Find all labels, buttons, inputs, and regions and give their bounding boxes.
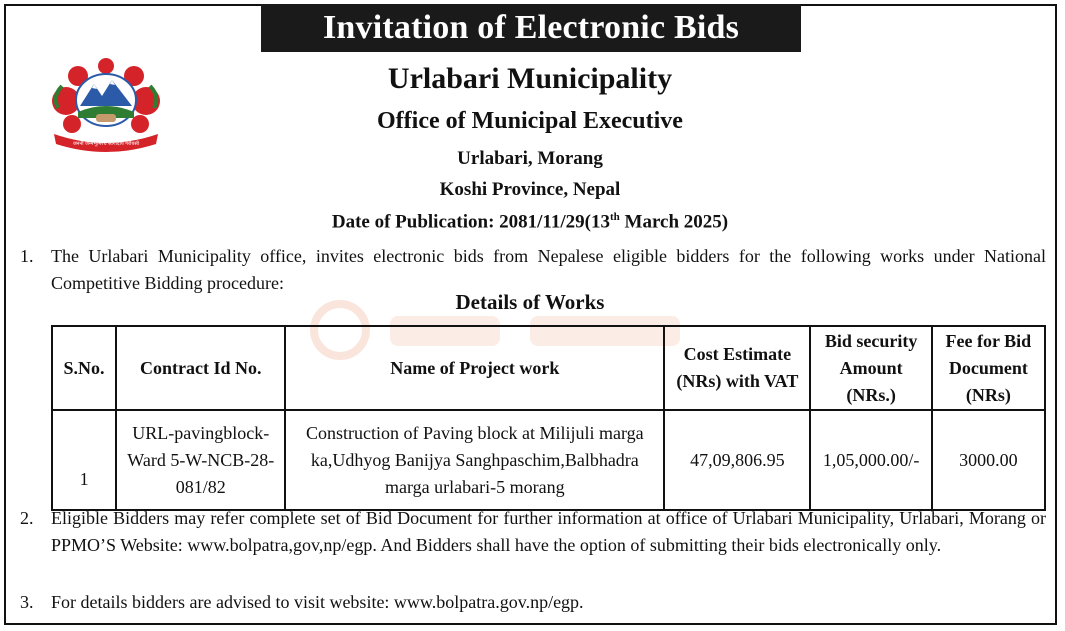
office-location: Urlabari, Morang (457, 148, 603, 169)
emblem-flower-top (98, 58, 114, 74)
office-province: Koshi Province, Nepal (439, 179, 621, 200)
cell-cost: 47,09,806.95 (664, 410, 810, 510)
cell-fee: 3000.00 (932, 410, 1045, 510)
works-title: Details of Works (455, 290, 605, 314)
office-name: Office of Municipal Executive (377, 108, 683, 134)
col-header-sno: S.No. (52, 326, 116, 410)
works-table-header-row (52, 326, 1045, 410)
publication-date-prefix: Date of Publication: 2081/11/29(13 (331, 211, 610, 233)
organization-name: Urlabari Municipality (387, 62, 673, 95)
clause-1-text: The Urlabari Municipality office, invites electronic bids from Nepalese eligible bidders for the following works under National Competitive Bidding procedure: (51, 246, 1046, 293)
notice-title: Invitation of Electronic Bids (261, 4, 801, 52)
publication-date-suffix: March 2025) (619, 211, 729, 233)
emblem-handshake (96, 114, 116, 122)
clause-3-text: For details bidders are advised to visit website: www.bolpatra.gov.np/egp. (51, 592, 584, 612)
cell-sno: 1 (52, 410, 116, 510)
works-table (51, 325, 1046, 511)
table-row (52, 410, 1045, 510)
clause-1 (20, 243, 1046, 297)
col-header-cost: Cost Estimate (NRs) with VAT (664, 326, 810, 410)
clause-2 (20, 505, 1046, 559)
cell-contract-id: URL-pavingblock-Ward 5-W-NCB-28-081/82 (116, 410, 285, 510)
cell-project: Construction of Paving block at Milijuli marga ka,Udhyog Banijya Sanghpaschim,Balbhadra marga urlabari-5 morang (285, 410, 664, 510)
col-header-contract-id: Contract Id No. (116, 326, 285, 410)
emblem-motto: जननी जन्मभूमिश्च स्वर्गादपि गरीयसी (72, 141, 140, 147)
clause-3-number: 3. (20, 592, 34, 612)
col-header-project: Name of Project work (285, 326, 664, 410)
clause-2-text: Eligible Bidders may refer complete set of Bid Document for further information at office of Urlabari Municipality, Urlabari, Morang or PPMO’S Website: www.bolpatra,gov,np/egp. And Bidders shall have the option of submitting their bids electronically only. (51, 508, 1046, 555)
cell-bid-security: 1,05,000.00/- (810, 410, 931, 510)
nepal-government-emblem (44, 56, 168, 156)
clause-2-number: 2. (20, 508, 34, 528)
col-header-bid-security: Bid security Amount (NRs.) (810, 326, 931, 410)
col-header-fee: Fee for Bid Document (NRs) (932, 326, 1045, 410)
clause-3 (20, 589, 1046, 616)
publication-date (200, 211, 860, 233)
publication-date-sup: th (610, 211, 620, 223)
clause-1-number: 1. (20, 246, 34, 266)
